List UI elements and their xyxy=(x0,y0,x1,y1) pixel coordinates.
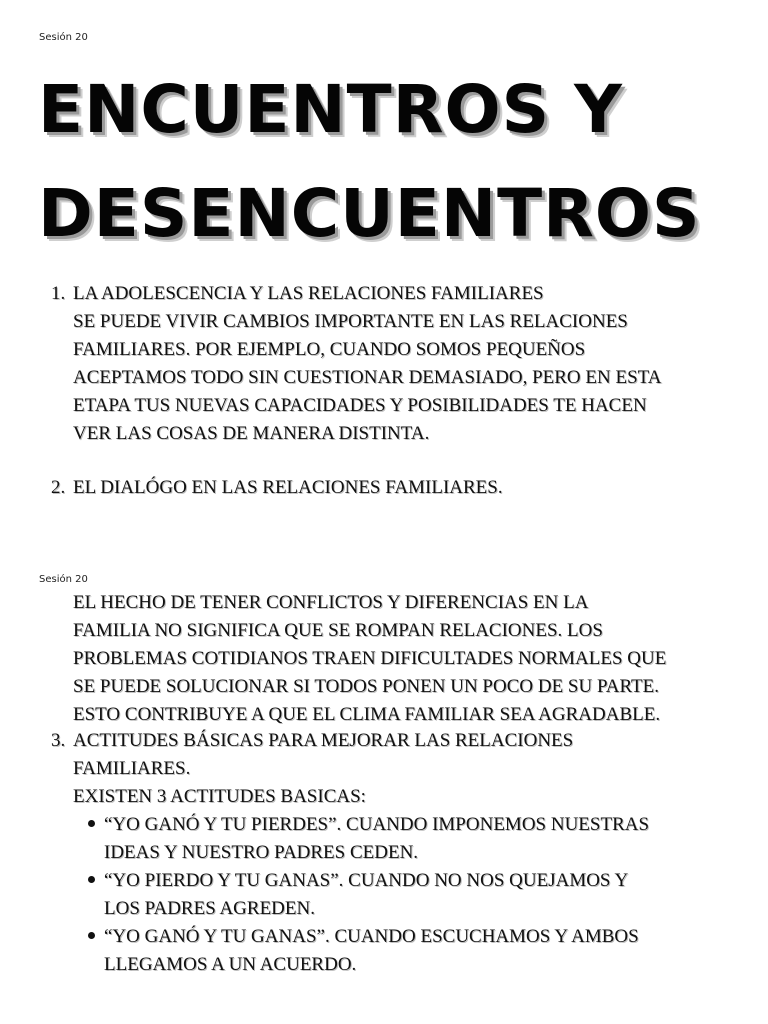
section-heading-text: ACTITUDES BÁSICAS PARA MEJORAR LAS RELACIONES xyxy=(73,730,574,751)
section-1-body-line: FAMILIARES. POR EJEMPLO, CUANDO SOMOS PEQUEÑOS xyxy=(73,339,586,360)
session-label-top: Sesión 20 xyxy=(39,32,88,43)
section-2-heading xyxy=(51,474,503,502)
bullet-item-cont: LLEGAMOS A UN ACUERDO. xyxy=(104,954,357,975)
title-line-2: DESENCUENTROS xyxy=(38,175,701,252)
bullet-dot-icon xyxy=(88,820,95,827)
page-title xyxy=(38,58,738,266)
bullet-item: “YO GANÓ Y TU PIERDES”. CUANDO IMPONEMOS NUESTRAS xyxy=(88,811,649,839)
section-3-heading-cont: FAMILIARES. xyxy=(73,758,191,779)
section-1-body-line: ACEPTAMOS TODO SIN CUESTIONAR DEMASIADO, PERO EN ESTA xyxy=(73,367,662,388)
section-3-intro: EXISTEN 3 ACTITUDES BASICAS: xyxy=(73,786,366,807)
section-3-heading xyxy=(51,727,573,755)
section-2-body-line: FAMILIA NO SIGNIFICA QUE SE ROMPAN RELACIONES. LOS xyxy=(73,620,603,641)
session-label-mid: Sesión 20 xyxy=(39,574,88,585)
section-2-body-line: PROBLEMAS COTIDIANOS TRAEN DIFICULTADES NORMALES QUE xyxy=(73,648,667,669)
section-number: 2. xyxy=(51,477,66,498)
bullet-item: “YO PIERDO Y TU GANAS”. CUANDO NO NOS QUEJAMOS Y xyxy=(88,867,628,895)
bullet-item: “YO GANÓ Y TU GANAS”. CUANDO ESCUCHAMOS Y AMBOS xyxy=(88,923,639,951)
section-1-heading xyxy=(51,280,544,308)
section-1-body-line: VER LAS COSAS DE MANERA DISTINTA. xyxy=(73,423,430,444)
section-2-body-line: EL HECHO DE TENER CONFLICTOS Y DIFERENCIAS EN LA xyxy=(73,592,589,613)
bullet-item-cont: LOS PADRES AGREDEN. xyxy=(104,898,315,919)
section-2-body-line: ESTO CONTRIBUYE A QUE EL CLIMA FAMILIAR SEA AGRADABLE. xyxy=(73,704,661,725)
bullet-dot-icon xyxy=(88,876,95,883)
section-heading-text: LA ADOLESCENCIA Y LAS RELACIONES FAMILIARES xyxy=(73,283,544,304)
section-1-body-line: SE PUEDE VIVIR CAMBIOS IMPORTANTE EN LAS RELACIONES xyxy=(73,311,628,332)
section-number: 1. xyxy=(51,283,66,304)
title-line-1: ENCUENTROS Y xyxy=(38,71,623,148)
section-2-body-line: SE PUEDE SOLUCIONAR SI TODOS PONEN UN POCO DE SU PARTE. xyxy=(73,676,660,697)
bullet-item-cont: IDEAS Y NUESTRO PADRES CEDEN. xyxy=(104,842,419,863)
bullet-dot-icon xyxy=(88,932,95,939)
section-1-body-line: ETAPA TUS NUEVAS CAPACIDADES Y POSIBILIDADES TE HACEN xyxy=(73,395,647,416)
section-number: 3. xyxy=(51,730,66,751)
section-heading-text: EL DIALÓGO EN LAS RELACIONES FAMILIARES. xyxy=(73,477,503,498)
